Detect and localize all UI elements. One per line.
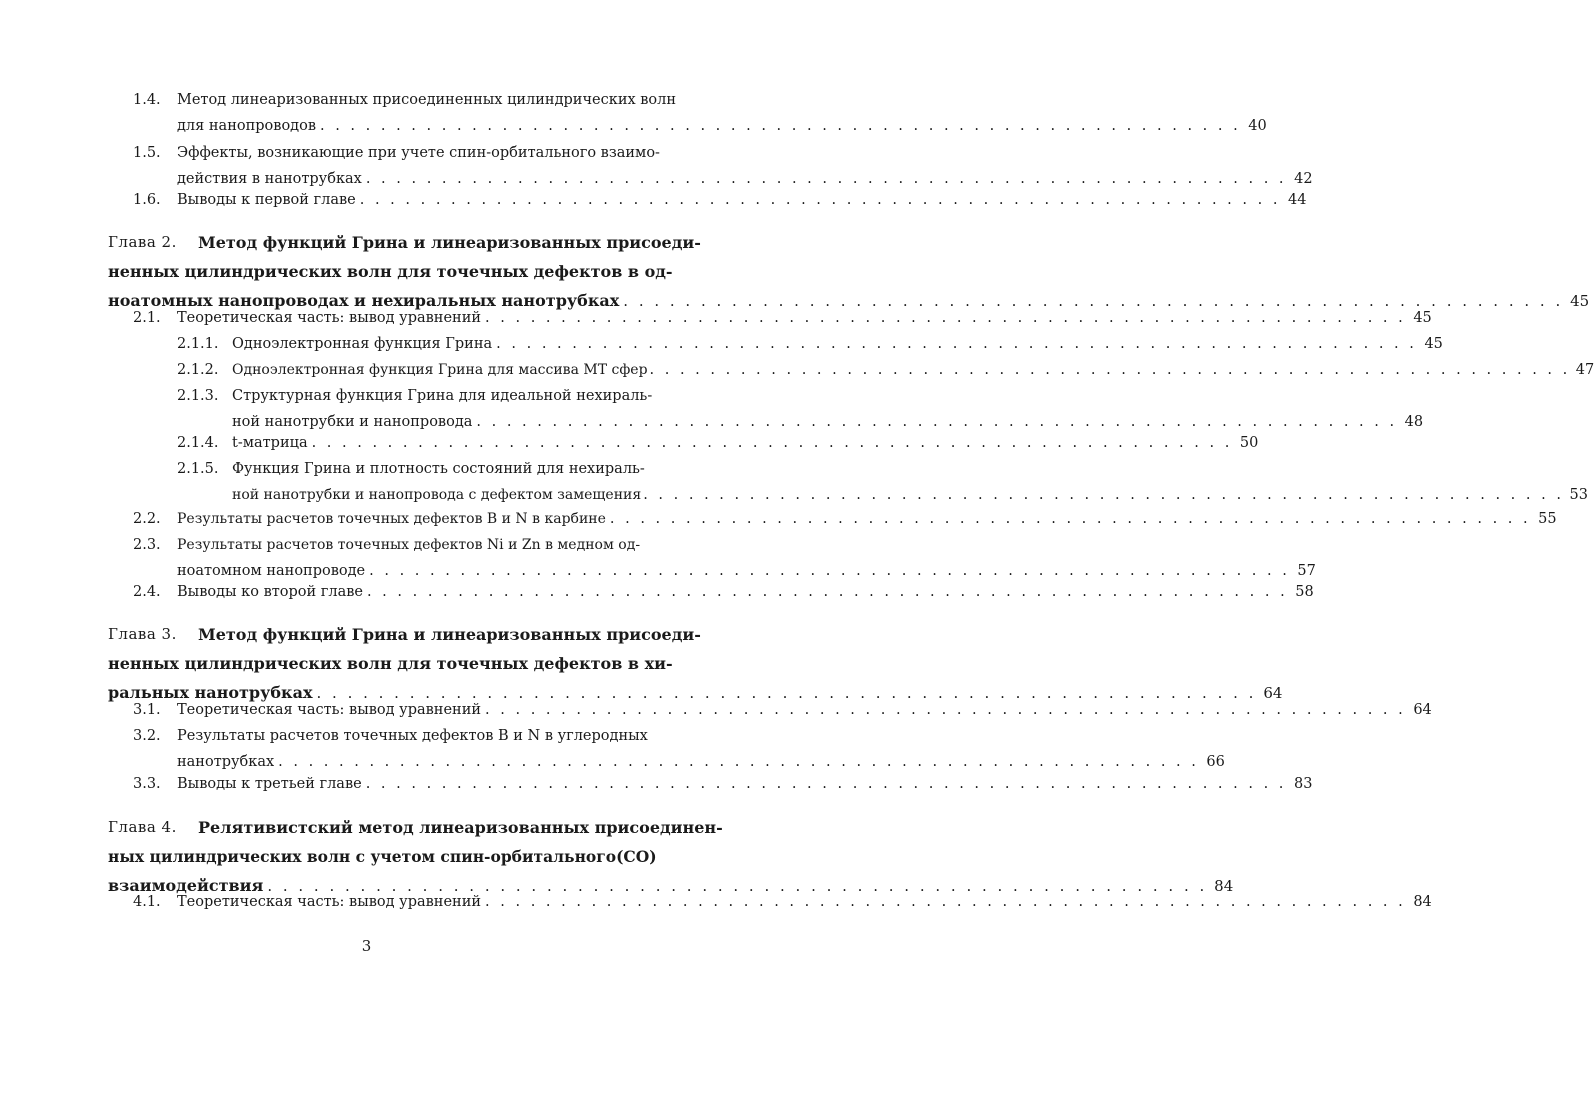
- entry-text-line: ной нанотрубки и нанопровода с дефектом замещения: [232, 487, 642, 503]
- page-ref: 55: [1538, 511, 1557, 527]
- entry-text-line: ноатомном нанопроводе: [177, 563, 366, 579]
- dot-leader: . . . . . . . . . . . . . . . . . . . . . . . . . . . . . . . . . . . . . . . . . . . . . . . . . . . . . . . . . . . . .: [316, 684, 1257, 702]
- page-ref: 83: [1293, 776, 1313, 792]
- dot-leader: . . . . . . . . . . . . . . . . . . . . . . . . . . . . . . . . . . . . . . . . . . . . . . . . . . . . . . . . . . . . .: [366, 584, 1288, 600]
- page-ref: 45: [1570, 292, 1590, 310]
- page-ref: 42: [1294, 171, 1313, 187]
- entry-text-line: для нанопроводов: [177, 118, 316, 134]
- dot-leader: . . . . . . . . . . . . . . . . . . . . . . . . . . . . . . . . . . . . . . . . . . . . . . . . . . . . . . . . . . . . .: [311, 435, 1233, 451]
- dot-leader: . . . . . . . . . . . . . . . . . . . . . . . . . . . . . . . . . . . . . . . . . . . . . . . . . . . . . . . . . . . . .: [365, 171, 1287, 187]
- page-ref: 64: [1263, 684, 1283, 702]
- entry-text-line: Результаты расчетов точечных дефектов B и N в углеродных: [177, 728, 648, 744]
- entry-number: 2.3.: [133, 537, 161, 553]
- page-ref: 44: [1288, 192, 1307, 208]
- entry-text-line: ной нанотрубки и нанопровода: [232, 414, 473, 430]
- entry-text-line: Одноэлектронная функция Грина для массива МТ сфер: [232, 362, 648, 378]
- chapter-title-line: взаимодействия: [108, 876, 264, 895]
- dot-leader: . . . . . . . . . . . . . . . . . . . . . . . . . . . . . . . . . . . . . . . . . . . . . . . . . . . . . . . . . . . . .: [278, 754, 1199, 770]
- dot-leader: . . . . . . . . . . . . . . . . . . . . . . . . . . . . . . . . . . . . . . . . . . . . . . . . . . . . . . . . . . . . .: [609, 511, 1531, 527]
- dot-leader: . . . . . . . . . . . . . . . . . . . . . . . . . . . . . . . . . . . . . . . . . . . . . . . . . . . . . . . . . . . . .: [649, 362, 1571, 378]
- entry-text-line: Результаты расчетов точечных дефектов B и N в карбине: [177, 511, 606, 527]
- entry-number: 2.1.2.: [177, 362, 219, 378]
- page-ref: 58: [1295, 584, 1314, 600]
- entry-text-line: t-матрица: [232, 435, 308, 451]
- dot-leader: . . . . . . . . . . . . . . . . . . . . . . . . . . . . . . . . . . . . . . . . . . . . . . . . . . . . . . . . . . . . .: [369, 563, 1290, 579]
- dot-leader: . . . . . . . . . . . . . . . . . . . . . . . . . . . . . . . . . . . . . . . . . . . . . . . . . . . . . . . . . . . . .: [365, 776, 1287, 792]
- page-ref: 53: [1569, 487, 1588, 503]
- entry-text-line: действия в нанотрубках: [177, 171, 362, 187]
- entry-text-line: Теоретическая часть: вывод уравнений: [177, 894, 482, 910]
- entry-text-line: Теоретическая часть: вывод уравнений: [177, 310, 482, 326]
- page-ref: 40: [1248, 118, 1267, 134]
- chapter-title-line: ноатомных нанопроводах и нехиральных нанотрубках: [108, 291, 620, 310]
- entry-number: 2.1.5.: [177, 461, 219, 477]
- entry-text-line: Выводы ко второй главе: [177, 584, 363, 600]
- entry-number: 3.2.: [133, 728, 161, 744]
- page-ref: 57: [1297, 563, 1316, 579]
- entry-text-line: Эффекты, возникающие при учете спин-орбитального взаимо-: [177, 145, 660, 161]
- chapter-label: Глава 4.: [108, 818, 177, 836]
- page-ref: 84: [1413, 894, 1432, 910]
- dot-leader: . . . . . . . . . . . . . . . . . . . . . . . . . . . . . . . . . . . . . . . . . . . . . . . . . . . . . . . . . . . . .: [267, 877, 1208, 895]
- dot-leader: . . . . . . . . . . . . . . . . . . . . . . . . . . . . . . . . . . . . . . . . . . . . . . . . . . . . . . . . . . . . .: [485, 702, 1406, 718]
- page-ref: 50: [1239, 435, 1259, 451]
- dot-leader: . . . . . . . . . . . . . . . . . . . . . . . . . . . . . . . . . . . . . . . . . . . . . . . . . . . . . . . . . . . . .: [476, 414, 1398, 430]
- entry-number: 1.6.: [133, 192, 161, 208]
- chapter-title-line: Метод функций Грина и линеаризованных присоеди-: [198, 233, 701, 252]
- entry-text-line: Структурная функция Грина для идеальной нехираль-: [232, 388, 653, 404]
- page-ref: 48: [1404, 414, 1424, 430]
- entry-text-line: Функция Грина и плотность состояний для нехираль-: [232, 461, 645, 477]
- page-ref: 45: [1424, 336, 1443, 352]
- entry-number: 1.4.: [133, 92, 161, 108]
- entry-text-line: Результаты расчетов точечных дефектов Ni и Zn в медном од-: [177, 537, 641, 553]
- entry-number: 2.1.4.: [177, 435, 219, 451]
- entry-number: 2.2.: [133, 511, 161, 527]
- entry-text-line: Выводы к третьей главе: [177, 776, 362, 792]
- entry-text-line: Теоретическая часть: вывод уравнений: [177, 702, 482, 718]
- entry-text-line: Выводы к первой главе: [177, 192, 356, 208]
- entry-text-line: Одноэлектронная функция Грина: [232, 336, 493, 352]
- page-ref: 47: [1575, 362, 1594, 378]
- entry-number: 3.1.: [133, 702, 161, 718]
- page-ref: 84: [1214, 877, 1234, 895]
- chapter-title-line: ных цилиндрических волн с учетом спин-орбитального(СО): [108, 847, 657, 866]
- dot-leader: . . . . . . . . . . . . . . . . . . . . . . . . . . . . . . . . . . . . . . . . . . . . . . . . . . . . . . . . . . . . .: [359, 192, 1281, 208]
- page-ref: 66: [1206, 754, 1225, 770]
- entry-text-line: Метод линеаризованных присоединенных цилиндрических волн: [177, 92, 677, 108]
- page-ref: 64: [1413, 702, 1432, 718]
- entry-number: 4.1.: [133, 894, 161, 910]
- dot-leader: . . . . . . . . . . . . . . . . . . . . . . . . . . . . . . . . . . . . . . . . . . . . . . . . . . . . . . . . . . . . .: [623, 292, 1564, 310]
- page-number: 3: [361, 937, 372, 955]
- chapter-title-line: ненных цилиндрических волн для точечных дефектов в од-: [108, 262, 673, 281]
- dot-leader: . . . . . . . . . . . . . . . . . . . . . . . . . . . . . . . . . . . . . . . . . . . . . . . . . . . . . . . . . . . . .: [496, 336, 1417, 352]
- chapter-title-line: Релятивистский метод линеаризованных присоединен-: [198, 818, 723, 837]
- entry-text-line: нанотрубках: [177, 754, 275, 770]
- page-ref: 45: [1413, 310, 1432, 326]
- chapter-title-line: Метод функций Грина и линеаризованных присоеди-: [198, 625, 701, 644]
- chapter-label: Глава 3.: [108, 625, 177, 643]
- chapter-title-line: ральных нанотрубках: [108, 683, 313, 702]
- entry-number: 3.3.: [133, 776, 161, 792]
- dot-leader: . . . . . . . . . . . . . . . . . . . . . . . . . . . . . . . . . . . . . . . . . . . . . . . . . . . . . . . . . . . . .: [485, 310, 1406, 326]
- entry-number: 2.1.3.: [177, 388, 219, 404]
- entry-number: 2.4.: [133, 584, 161, 600]
- entry-number: 1.5.: [133, 145, 161, 161]
- entry-number: 2.1.: [133, 310, 161, 326]
- entry-number: 2.1.1.: [177, 336, 219, 352]
- chapter-title-line: ненных цилиндрических волн для точечных дефектов в хи-: [108, 654, 673, 673]
- chapter-label: Глава 2.: [108, 233, 177, 251]
- dot-leader: . . . . . . . . . . . . . . . . . . . . . . . . . . . . . . . . . . . . . . . . . . . . . . . . . . . . . . . . . . . . .: [643, 487, 1564, 503]
- dot-leader: . . . . . . . . . . . . . . . . . . . . . . . . . . . . . . . . . . . . . . . . . . . . . . . . . . . . . . . . . . . . .: [485, 894, 1406, 910]
- dot-leader: . . . . . . . . . . . . . . . . . . . . . . . . . . . . . . . . . . . . . . . . . . . . . . . . . . . . . . . . . . . . .: [320, 118, 1241, 134]
